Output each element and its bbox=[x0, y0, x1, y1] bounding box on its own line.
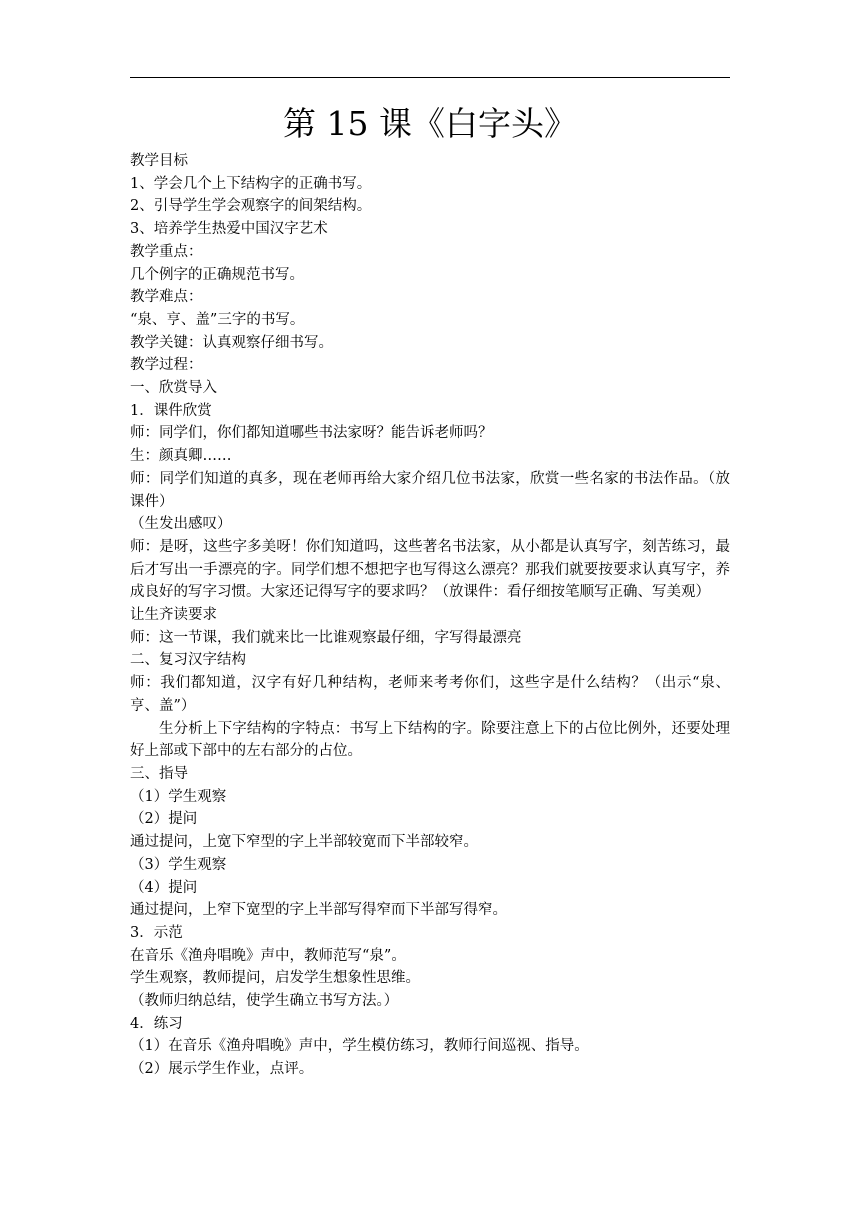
dialogue-line: 师：是呀，这些字多美呀！你们知道吗，这些著名书法家，从小都是认真写字，刻苦练习，最后才写出一手漂亮的字。同学们想不想把字也写得这么漂亮？那我们就要按要求认真写字，养成良好的写字习惯。大家还记得写字的要求吗？（放课件：看仔细按笔顺写正确、写美观） bbox=[130, 538, 730, 601]
paragraph-list-item: （1）在音乐《渔舟唱晚》声中，学生模仿练习，教师行间巡视、指导。 bbox=[130, 1038, 589, 1055]
paragraph-list-item: （3）学生观察 bbox=[130, 856, 227, 873]
document-body bbox=[130, 150, 730, 1081]
dialogue-line: 师：同学们，你们都知道哪些书法家呀？能告诉老师吗？ bbox=[130, 425, 493, 442]
section-heading: 一、欣赏导入 bbox=[130, 380, 217, 397]
page-title: 第 15 课《白字头》 bbox=[283, 104, 577, 143]
dialogue-line: 师：同学们知道的真多，现在老师再给大家介绍几位书法家，欣赏一些名家的书法作品。（放课件） bbox=[130, 470, 730, 510]
paragraph-heading: 教学重点： bbox=[130, 243, 203, 260]
paragraph-heading: 教学难点： bbox=[130, 289, 203, 306]
paragraph: 教学关键：认真观察仔细书写。 bbox=[130, 334, 333, 351]
paragraph-list-item: 3、培养学生热爱中国汉字艺术 bbox=[130, 221, 328, 238]
paragraph: 让生齐读要求 bbox=[130, 607, 217, 624]
subsection-heading: 3．示范 bbox=[130, 924, 183, 941]
paragraph-list-item: （4）提问 bbox=[130, 879, 198, 896]
dialogue-line: 生：颜真卿…… bbox=[130, 448, 232, 465]
paragraph: “泉、亨、盖”三字的书写。 bbox=[130, 311, 305, 328]
subsection-heading: 4．练习 bbox=[130, 1015, 183, 1032]
paragraph: 在音乐《渔舟唱晚》声中，教师范写“泉”。 bbox=[130, 947, 406, 964]
dialogue-line: 师：这一节课，我们就来比一比谁观察最仔细，字写得最漂亮 bbox=[130, 629, 522, 646]
paragraph: 学生观察，教师提问，启发学生想象性思维。 bbox=[130, 970, 420, 987]
header-rule bbox=[130, 77, 730, 78]
section-heading: 二、复习汉字结构 bbox=[130, 652, 246, 669]
section-heading: 三、指导 bbox=[130, 765, 188, 782]
subsection-heading: 1．课件欣赏 bbox=[130, 402, 212, 419]
paragraph: （生发出感叹） bbox=[130, 516, 232, 533]
paragraph: 几个例字的正确规范书写。 bbox=[130, 266, 304, 283]
paragraph-heading: 教学目标 bbox=[130, 153, 188, 169]
paragraph-list-item: 1、学会几个上下结构字的正确书写。 bbox=[130, 175, 372, 192]
paragraph-list-item: （1）学生观察 bbox=[130, 788, 227, 805]
paragraph-list-item: （2）提问 bbox=[130, 811, 198, 828]
paragraph: 通过提问，上宽下窄型的字上半部较宽而下半部较窄。 bbox=[130, 834, 478, 851]
paragraph: （教师归纳总结，使学生确立书写方法。） bbox=[130, 993, 399, 1010]
paragraph: 通过提问，上窄下宽型的字上半部写得窄而下半部写得窄。 bbox=[130, 902, 507, 919]
paragraph-list-item: 2、引导学生学会观察字的间架结构。 bbox=[130, 198, 372, 215]
paragraph-heading: 教学过程： bbox=[130, 357, 203, 374]
paragraph-list-item: （2）展示学生作业，点评。 bbox=[130, 1061, 314, 1078]
dialogue-line: 师：我们都知道，汉字有好几种结构，老师来考考你们，这些字是什么结构？（出示“泉、亨、盖”） bbox=[130, 675, 730, 714]
paragraph: 生分析上下字结构的字特点：书写上下结构的字。除要注意上下的占位比例外，还要处理好上部或下部中的左右部分的占位。 bbox=[130, 720, 730, 760]
